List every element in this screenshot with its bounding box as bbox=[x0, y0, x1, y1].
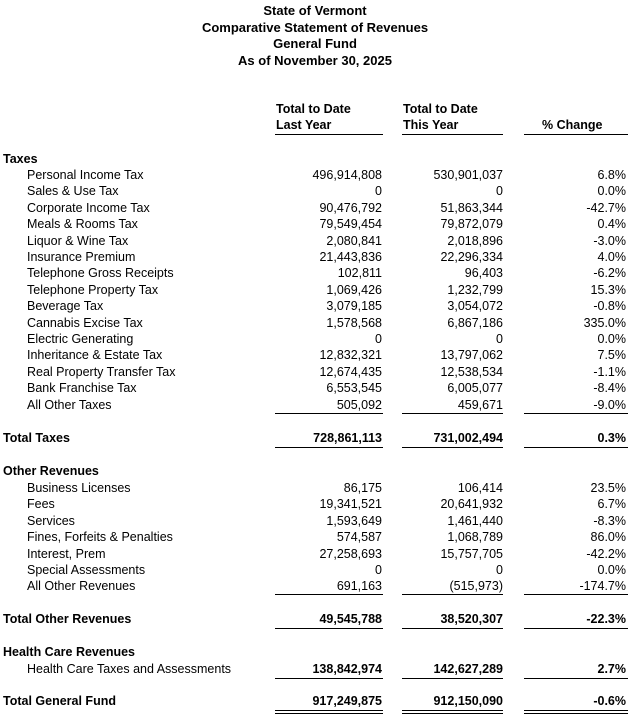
row-label: Telephone Gross Receipts bbox=[27, 266, 174, 281]
row-label: Insurance Premium bbox=[27, 250, 136, 264]
row-this-year: 142,627,289 bbox=[433, 662, 503, 676]
row-this-year: 12,538,534 bbox=[440, 364, 503, 379]
health-line-pct bbox=[524, 678, 628, 679]
row-last-year: 12,832,321 bbox=[319, 348, 382, 363]
row-last-year: 728,861,113 bbox=[313, 431, 382, 445]
col-last-year-underline bbox=[275, 134, 383, 135]
row-label: Sales & Use Tax bbox=[27, 184, 119, 199]
row-this-year: 1,068,789 bbox=[447, 530, 503, 545]
col-pct-underline bbox=[524, 134, 628, 135]
table-row bbox=[0, 546, 630, 562]
table-row bbox=[0, 167, 630, 183]
row-this-year: 22,296,334 bbox=[440, 250, 503, 264]
section-other-revenues bbox=[0, 463, 630, 479]
row-this-year: 106,414 bbox=[457, 481, 503, 495]
row-last-year: 1,578,568 bbox=[326, 315, 382, 330]
row-label: Telephone Property Tax bbox=[27, 282, 159, 297]
row-pct-change: 0.0% bbox=[597, 332, 626, 346]
table-row bbox=[0, 233, 630, 249]
row-this-year: 96,403 bbox=[464, 266, 503, 281]
row-pct-change: -3.0% bbox=[593, 233, 626, 248]
health-care-row bbox=[0, 661, 630, 677]
row-label: Real Property Transfer Tax bbox=[27, 364, 176, 379]
row-label: All Other Taxes bbox=[27, 397, 112, 412]
report-title: Comparative Statement of Revenues bbox=[201, 19, 429, 35]
grand-total-double-line-this bbox=[402, 710, 503, 714]
row-label: Health Care Taxes and Assessments bbox=[27, 662, 232, 676]
row-pct-change: 0.4% bbox=[597, 217, 626, 232]
total-other-revenues-row bbox=[0, 611, 630, 627]
row-pct-change: -8.4% bbox=[593, 381, 626, 396]
row-this-year: 3,054,072 bbox=[447, 299, 503, 314]
row-label: Interest, Prem bbox=[27, 546, 106, 561]
row-label: Services bbox=[27, 513, 75, 528]
table-row bbox=[0, 380, 630, 396]
row-this-year: 912,150,090 bbox=[433, 694, 503, 708]
total-line-pct bbox=[524, 628, 628, 629]
row-label: Total Other Revenues bbox=[3, 612, 132, 626]
table-row bbox=[0, 200, 630, 216]
row-pct-change: 0.3% bbox=[597, 431, 626, 445]
row-last-year: 12,674,435 bbox=[319, 364, 382, 379]
row-last-year: 0 bbox=[375, 184, 382, 199]
total-line-last bbox=[275, 628, 383, 629]
row-label: Inheritance & Estate Tax bbox=[27, 348, 163, 363]
row-last-year: 19,341,521 bbox=[319, 497, 382, 512]
row-last-year: 6,553,545 bbox=[326, 381, 382, 396]
total-line-this bbox=[402, 447, 503, 448]
table-row bbox=[0, 496, 630, 512]
table-row bbox=[0, 265, 630, 281]
row-last-year: 27,258,693 bbox=[319, 546, 382, 561]
row-label: All Other Revenues bbox=[27, 579, 136, 594]
row-label: Bank Franchise Tax bbox=[27, 381, 137, 396]
row-label: Corporate Income Tax bbox=[27, 200, 150, 215]
table-row bbox=[0, 397, 630, 413]
row-this-year: 2,018,896 bbox=[447, 233, 503, 248]
section-title: Taxes bbox=[3, 152, 38, 166]
report-fund: General Fund bbox=[273, 36, 357, 51]
row-this-year: 459,671 bbox=[457, 397, 503, 412]
row-last-year: 102,811 bbox=[337, 266, 382, 281]
row-last-year: 574,587 bbox=[336, 530, 382, 545]
row-this-year: 0 bbox=[496, 184, 503, 199]
row-label: Personal Income Tax bbox=[27, 168, 144, 182]
row-pct-change: -0.8% bbox=[593, 299, 626, 314]
row-pct-change: -6.2% bbox=[593, 266, 626, 281]
section-title: Other Revenues bbox=[3, 464, 99, 478]
row-this-year: 6,005,077 bbox=[447, 381, 503, 396]
subtotal-line-last bbox=[275, 413, 383, 414]
row-last-year: 138,842,974 bbox=[312, 662, 382, 676]
table-row bbox=[0, 298, 630, 314]
total-taxes-row bbox=[0, 430, 630, 446]
total-line-last bbox=[275, 447, 383, 448]
row-label: Fines, Forfeits & Penalties bbox=[27, 530, 173, 545]
row-pct-change: 23.5% bbox=[590, 481, 626, 495]
row-last-year: 49,545,788 bbox=[319, 612, 382, 626]
row-last-year: 1,593,649 bbox=[326, 513, 382, 528]
row-pct-change: -0.6% bbox=[593, 694, 626, 708]
row-pct-change: 0.0% bbox=[597, 184, 626, 199]
row-last-year: 691,163 bbox=[336, 579, 382, 594]
row-last-year: 3,079,185 bbox=[326, 299, 382, 314]
row-label: Total Taxes bbox=[3, 431, 70, 445]
grand-total-double-line-last bbox=[275, 710, 383, 714]
subtotal-line-this bbox=[402, 594, 503, 595]
row-pct-change: -22.3% bbox=[586, 612, 626, 626]
section-health-care bbox=[0, 644, 630, 660]
subtotal-line-pct bbox=[524, 594, 628, 595]
row-pct-change: 4.0% bbox=[597, 250, 626, 264]
report-state: State of Vermont bbox=[263, 3, 367, 18]
col-pct-change: % Change bbox=[542, 118, 603, 132]
row-this-year: (515,973) bbox=[449, 579, 503, 594]
total-line-pct bbox=[524, 447, 628, 448]
col-this-year-line2: This Year bbox=[403, 118, 459, 132]
col-last-year-line1: Total to Date bbox=[276, 102, 351, 116]
col-last-year-line2: Last Year bbox=[276, 118, 332, 132]
row-label: Electric Generating bbox=[27, 332, 134, 346]
row-last-year: 21,443,836 bbox=[319, 250, 382, 264]
row-this-year: 51,863,344 bbox=[440, 200, 503, 215]
row-label: Total General Fund bbox=[3, 694, 116, 708]
table-row bbox=[0, 282, 630, 298]
row-label: Special Assessments bbox=[27, 563, 146, 577]
subtotal-line-last bbox=[275, 594, 383, 595]
table-row bbox=[0, 331, 630, 347]
row-pct-change: 86.0% bbox=[590, 530, 626, 545]
row-pct-change: 7.5% bbox=[597, 348, 626, 363]
row-this-year: 13,797,062 bbox=[440, 348, 503, 363]
subtotal-line-this bbox=[402, 413, 503, 414]
report-date: As of November 30, 2025 bbox=[238, 52, 392, 68]
row-pct-change: 2.7% bbox=[597, 662, 626, 676]
row-last-year: 0 bbox=[375, 332, 382, 346]
subtotal-line-pct bbox=[524, 413, 628, 414]
total-line-this bbox=[402, 628, 503, 629]
section-title: Health Care Revenues bbox=[3, 645, 136, 659]
row-last-year: 79,549,454 bbox=[319, 217, 382, 232]
row-label: Business Licenses bbox=[27, 481, 131, 495]
table-row bbox=[0, 480, 630, 496]
row-pct-change: -174.7% bbox=[579, 579, 626, 594]
row-this-year: 20,641,932 bbox=[440, 497, 503, 512]
row-label: Meals & Rooms Tax bbox=[27, 217, 138, 232]
row-this-year: 0 bbox=[496, 563, 503, 577]
row-this-year: 731,002,494 bbox=[433, 431, 503, 445]
health-line-this bbox=[402, 678, 503, 679]
row-label: Cannabis Excise Tax bbox=[27, 315, 143, 330]
row-label: Liquor & Wine Tax bbox=[27, 233, 129, 248]
row-this-year: 1,232,799 bbox=[447, 282, 503, 297]
table-row bbox=[0, 347, 630, 363]
row-label: Fees bbox=[27, 497, 55, 512]
table-row bbox=[0, 364, 630, 380]
row-last-year: 917,249,875 bbox=[312, 694, 382, 708]
row-pct-change: -42.2% bbox=[586, 546, 626, 561]
row-pct-change: -8.3% bbox=[593, 513, 626, 528]
row-last-year: 2,080,841 bbox=[326, 233, 382, 248]
row-this-year: 530,901,037 bbox=[433, 168, 503, 182]
row-last-year: 90,476,792 bbox=[319, 200, 382, 215]
row-label: Beverage Tax bbox=[27, 299, 104, 314]
row-pct-change: 6.7% bbox=[597, 497, 626, 512]
row-pct-change: 6.8% bbox=[597, 168, 626, 182]
row-pct-change: -9.0% bbox=[593, 397, 626, 412]
table-row bbox=[0, 562, 630, 578]
row-pct-change: 335.0% bbox=[583, 315, 626, 330]
row-last-year: 505,092 bbox=[336, 397, 382, 412]
table-row bbox=[0, 216, 630, 232]
col-this-year-line1: Total to Date bbox=[403, 102, 478, 116]
row-pct-change: -42.7% bbox=[586, 200, 626, 215]
grand-total-double-line-pct bbox=[524, 710, 628, 714]
section-taxes bbox=[0, 151, 630, 167]
row-this-year: 79,872,079 bbox=[440, 217, 503, 232]
total-general-fund-row bbox=[0, 693, 630, 709]
row-pct-change: 0.0% bbox=[597, 563, 626, 577]
row-this-year: 1,461,440 bbox=[447, 513, 503, 528]
row-last-year: 1,069,426 bbox=[326, 282, 382, 297]
table-row bbox=[0, 578, 630, 594]
table-row bbox=[0, 513, 630, 529]
row-last-year: 86,175 bbox=[343, 481, 382, 495]
table-row bbox=[0, 183, 630, 199]
row-this-year: 6,867,186 bbox=[447, 315, 503, 330]
row-this-year: 15,757,705 bbox=[440, 546, 503, 561]
health-line-last bbox=[275, 678, 383, 679]
row-this-year: 0 bbox=[496, 332, 503, 346]
table-row bbox=[0, 529, 630, 545]
row-last-year: 496,914,808 bbox=[312, 168, 382, 182]
table-row bbox=[0, 315, 630, 331]
table-row bbox=[0, 249, 630, 265]
col-this-year-underline bbox=[402, 134, 503, 135]
row-last-year: 0 bbox=[375, 563, 382, 577]
row-pct-change: 15.3% bbox=[590, 282, 626, 297]
row-this-year: 38,520,307 bbox=[440, 612, 503, 626]
row-pct-change: -1.1% bbox=[593, 364, 626, 379]
